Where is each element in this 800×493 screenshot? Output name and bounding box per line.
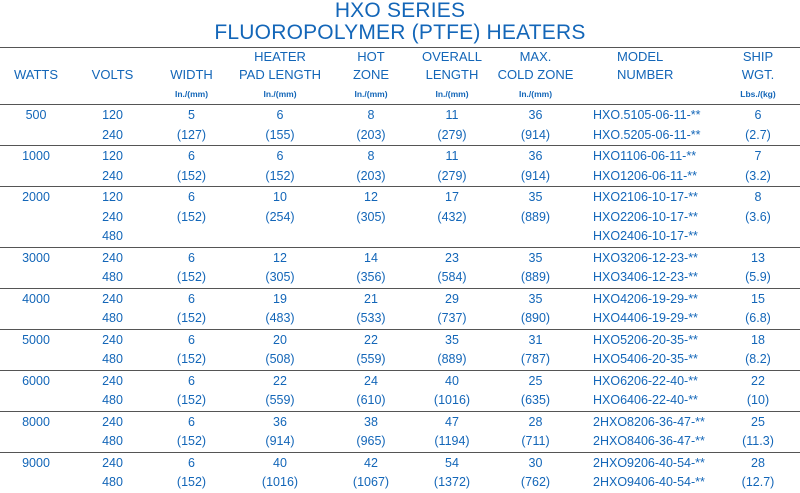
ship-weight-cell: (12.7): [741, 475, 775, 489]
watts-cell: 8000: [22, 414, 50, 429]
width-cell: 6: [188, 414, 195, 429]
table-row: [0, 247, 800, 268]
model-number-cell: HXO.5105-06-11-**: [593, 108, 701, 122]
table-row: [0, 391, 800, 411]
cold-zone-cell: 31: [528, 332, 543, 347]
pad-length-cell: (305): [265, 270, 295, 284]
row-group: [0, 146, 800, 187]
overall-length-cell: 54: [445, 455, 459, 470]
ship-weight-cell: (11.3): [742, 434, 774, 448]
row-group: [0, 247, 800, 288]
hot-zone-cell: 8: [367, 149, 375, 163]
model-number-cell: HXO6206-22-40-**: [593, 373, 698, 388]
watts-cell: [0, 167, 72, 187]
table-row: [0, 329, 800, 350]
width-cell: (152): [176, 393, 207, 407]
cold-zone-cell: 35: [528, 291, 543, 306]
header-cell: OVERALL: [422, 49, 482, 64]
model-number-cell: HXO4406-19-29-**: [593, 311, 698, 325]
cold-zone-cell: [492, 227, 579, 247]
pad-length-cell: (483): [265, 311, 295, 325]
header-model-number: NUMBER: [617, 67, 674, 82]
ship-weight-cell: [716, 227, 800, 247]
header-pad-length: PAD LENGTH: [238, 67, 322, 82]
volts-cell: 120: [102, 190, 123, 204]
ship-weight-cell: 13: [751, 250, 765, 265]
header-cell: HEATER: [254, 49, 306, 64]
width-cell: (127): [176, 127, 207, 142]
pad-length-cell: 12: [273, 250, 287, 265]
header-cold-zone: COLD ZONE: [497, 67, 574, 82]
ship-weight-cell: (3.6): [745, 209, 771, 224]
title-line-1: HXO SERIES: [334, 0, 466, 22]
cold-zone-cell: (762): [520, 475, 551, 489]
row-group: [0, 411, 800, 452]
width-cell: (152): [176, 352, 207, 366]
width-cell: (152): [176, 434, 207, 448]
width-cell: (152): [176, 168, 207, 183]
header-cell: MODEL: [617, 49, 664, 64]
header-watts: WATTS: [13, 67, 59, 82]
hot-zone-cell: 22: [364, 332, 378, 347]
table-row: [0, 370, 800, 391]
overall-length-cell: 29: [445, 291, 459, 306]
ship-weight-cell: 7: [754, 149, 762, 163]
hot-zone-cell: 24: [364, 373, 378, 388]
header-volts: VOLTS: [91, 67, 134, 82]
overall-length-cell: (1194): [434, 434, 470, 448]
table-row: [0, 105, 800, 126]
width-cell: [153, 227, 230, 247]
header-cell: SHIP: [742, 49, 774, 64]
header-cell: MAX.: [519, 49, 552, 64]
volts-cell: 120: [102, 149, 123, 163]
cold-zone-cell: 25: [528, 373, 543, 388]
unit-cell: In./(mm): [263, 89, 297, 99]
unit-cell: In./(mm): [518, 89, 553, 99]
pad-length-cell: (152): [265, 168, 295, 183]
pad-length-cell: 10: [273, 190, 287, 204]
hot-zone-cell: 8: [367, 108, 375, 122]
table-row: [0, 350, 800, 370]
cold-zone-cell: 35: [528, 250, 543, 265]
table-row: [0, 432, 800, 452]
title-line-2: FLUOROPOLYMER (PTFE) HEATERS: [214, 21, 586, 44]
header-width: WIDTH: [170, 67, 213, 82]
table-row: [0, 452, 800, 473]
table-row: [0, 309, 800, 329]
volts-cell: 240: [102, 209, 123, 224]
ship-weight-cell: (2.7): [745, 127, 771, 142]
model-number-cell: HXO2206-10-17-**: [593, 209, 698, 224]
hot-zone-cell: (203): [356, 127, 386, 142]
width-cell: 6: [188, 250, 195, 265]
pad-length-cell: 36: [273, 414, 287, 429]
hot-zone-cell: (1067): [352, 475, 390, 489]
watts-cell: 1000: [22, 149, 50, 163]
hot-zone-cell: (610): [356, 393, 386, 407]
pad-length-cell: (254): [265, 209, 295, 224]
hot-zone-cell: (203): [356, 168, 386, 183]
table-row: [0, 411, 800, 432]
watts-cell: [0, 432, 72, 452]
pad-length-cell: (914): [265, 434, 295, 448]
watts-cell: 4000: [22, 291, 50, 306]
cold-zone-cell: (914): [520, 127, 551, 142]
model-number-cell: HXO4206-19-29-**: [593, 291, 698, 306]
row-group: [0, 329, 800, 370]
unit-cell: [579, 84, 716, 105]
pad-length-cell: 6: [276, 149, 284, 163]
volts-cell: 480: [102, 434, 123, 448]
overall-length-cell: (279): [437, 168, 467, 183]
ship-weight-cell: 25: [751, 414, 765, 429]
overall-length-cell: (889): [437, 352, 467, 366]
table-row: [0, 187, 800, 208]
cold-zone-cell: (890): [520, 311, 551, 325]
hot-zone-cell: 14: [364, 250, 378, 265]
cold-zone-cell: (711): [521, 434, 550, 448]
ship-weight-cell: (6.8): [745, 311, 771, 325]
model-number-cell: HXO3406-12-23-**: [593, 270, 698, 284]
hot-zone-cell: (356): [356, 270, 386, 284]
model-number-cell: 2HXO9406-40-54-**: [593, 475, 705, 489]
width-cell: 5: [188, 108, 195, 122]
watts-cell: [0, 350, 72, 370]
width-cell: (152): [176, 270, 207, 284]
model-number-cell: 2HXO8406-36-47-**: [593, 434, 705, 448]
unit-cell: In./(mm): [435, 89, 469, 99]
volts-cell: 480: [102, 311, 123, 325]
header-cell: [0, 48, 72, 66]
table-row: [0, 167, 800, 187]
overall-length-cell: 40: [445, 373, 459, 388]
watts-cell: [0, 208, 72, 228]
ship-weight-cell: (10): [746, 393, 770, 407]
header-ship-weight: WGT.: [741, 67, 775, 82]
volts-cell: 480: [102, 475, 123, 489]
row-group: [0, 187, 800, 248]
volts-cell: 240: [102, 127, 123, 142]
cold-zone-cell: (889): [520, 270, 551, 284]
volts-cell: 480: [102, 393, 123, 407]
table-row: [0, 146, 800, 167]
heater-spec-table: [0, 48, 800, 493]
model-number-cell: 2HXO9206-40-54-**: [593, 455, 705, 470]
watts-cell: [0, 309, 72, 329]
hot-zone-cell: 42: [364, 455, 378, 470]
ship-weight-cell: 28: [751, 455, 765, 470]
table-row: [0, 268, 800, 288]
hot-zone-cell: (533): [356, 311, 386, 325]
unit-cell: In./(mm): [354, 89, 388, 99]
table-header: [0, 48, 800, 105]
overall-length-cell: 17: [445, 190, 459, 204]
pad-length-cell: 40: [273, 455, 287, 470]
table-row: [0, 227, 800, 247]
cold-zone-cell: 36: [528, 108, 543, 122]
model-number-cell: HXO5206-20-35-**: [593, 332, 698, 347]
width-cell: (152): [176, 209, 207, 224]
hot-zone-cell: (305): [356, 209, 386, 224]
pad-length-cell: (508): [265, 352, 295, 366]
cold-zone-cell: (889): [520, 209, 551, 224]
overall-length-cell: (584): [437, 270, 467, 284]
ship-weight-cell: (3.2): [745, 168, 771, 183]
hot-zone-cell: 12: [364, 190, 378, 204]
cold-zone-cell: (914): [520, 168, 551, 183]
watts-cell: [0, 268, 72, 288]
overall-length-cell: 11: [445, 149, 459, 163]
header-cell: HOT: [357, 49, 385, 64]
watts-cell: [0, 391, 72, 411]
header-hot-zone: ZONE: [352, 67, 390, 82]
ship-weight-cell: (8.2): [745, 352, 771, 366]
pad-length-cell: 20: [273, 332, 287, 347]
header-overall-length: LENGTH: [425, 67, 479, 82]
pad-length-cell: [230, 227, 330, 247]
ship-weight-cell: 18: [751, 332, 765, 347]
overall-length-cell: [412, 227, 492, 247]
overall-length-cell: (1016): [433, 393, 471, 407]
watts-cell: 6000: [22, 373, 50, 388]
model-number-cell: 2HXO8206-36-47-**: [593, 414, 705, 429]
volts-cell: 240: [102, 414, 123, 429]
ship-weight-cell: 15: [751, 291, 765, 306]
overall-length-cell: 11: [445, 108, 459, 122]
volts-cell: 240: [102, 455, 123, 470]
pad-length-cell: (1016): [261, 475, 299, 489]
hot-zone-cell: 38: [364, 414, 378, 429]
watts-cell: 5000: [22, 332, 50, 347]
width-cell: 6: [188, 190, 195, 204]
cold-zone-cell: 36: [528, 149, 543, 163]
width-cell: (152): [176, 475, 207, 489]
table-row: [0, 208, 800, 228]
model-number-cell: HXO6406-22-40-**: [593, 393, 698, 407]
volts-cell: 240: [102, 168, 123, 183]
row-group: [0, 452, 800, 493]
volts-cell: 240: [102, 250, 123, 265]
ship-weight-cell: (5.9): [745, 270, 771, 284]
pad-length-cell: 19: [273, 291, 287, 306]
cold-zone-cell: 30: [528, 455, 543, 470]
header-cell: [72, 48, 153, 66]
hot-zone-cell: [330, 227, 412, 247]
width-cell: 6: [188, 373, 195, 388]
overall-length-cell: 47: [445, 414, 459, 429]
overall-length-cell: 23: [445, 250, 459, 265]
watts-cell: [0, 227, 72, 247]
ship-weight-cell: 8: [754, 190, 762, 204]
overall-length-cell: (279): [437, 127, 467, 142]
unit-cell: In./(mm): [174, 89, 209, 99]
width-cell: 6: [188, 291, 195, 306]
model-number-cell: HXO.5205-06-11-**: [593, 127, 701, 142]
ship-weight-cell: 22: [751, 373, 765, 388]
hot-zone-cell: (965): [356, 434, 386, 448]
overall-length-cell: (1372): [433, 475, 471, 489]
width-cell: 6: [188, 149, 195, 163]
width-cell: 6: [188, 332, 195, 347]
volts-cell: 120: [102, 108, 123, 122]
unit-cell: [0, 84, 72, 105]
table-row: [0, 288, 800, 309]
unit-cell: [72, 84, 153, 105]
overall-length-cell: 35: [445, 332, 459, 347]
watts-cell: 9000: [22, 455, 50, 470]
volts-cell: 480: [102, 270, 123, 284]
hot-zone-cell: (559): [356, 352, 386, 366]
cold-zone-cell: 28: [528, 414, 543, 429]
row-group: [0, 370, 800, 411]
model-number-cell: HXO2406-10-17-**: [593, 229, 698, 243]
row-group: [0, 105, 800, 146]
watts-cell: 3000: [22, 250, 50, 265]
table-row: [0, 126, 800, 146]
watts-cell: 2000: [22, 190, 50, 204]
cold-zone-cell: (787): [520, 352, 551, 366]
volts-cell: 240: [102, 291, 123, 306]
model-number-cell: HXO5406-20-35-**: [593, 352, 698, 366]
model-number-cell: HXO2106-10-17-**: [593, 190, 698, 204]
pad-length-cell: 22: [273, 373, 287, 388]
model-number-cell: HXO1106-06-11-**: [593, 149, 697, 163]
width-cell: 6: [188, 455, 195, 470]
pad-length-cell: (559): [265, 393, 295, 407]
pad-length-cell: 6: [276, 108, 284, 122]
unit-cell: Lbs./(kg): [740, 89, 776, 99]
volts-cell: 480: [102, 352, 123, 366]
header-cell: [153, 48, 230, 66]
pad-length-cell: (155): [265, 127, 295, 142]
volts-cell: 240: [102, 332, 123, 347]
overall-length-cell: (737): [437, 311, 467, 325]
cold-zone-cell: 35: [528, 190, 543, 204]
model-number-cell: HXO3206-12-23-**: [593, 250, 698, 265]
cold-zone-cell: (635): [520, 393, 551, 407]
hot-zone-cell: 21: [364, 291, 378, 306]
row-group: [0, 288, 800, 329]
volts-cell: 480: [102, 229, 123, 243]
model-number-cell: HXO1206-06-11-**: [593, 168, 697, 183]
overall-length-cell: (432): [437, 209, 467, 224]
ship-weight-cell: 6: [754, 108, 762, 122]
watts-cell: [0, 126, 72, 146]
volts-cell: 240: [102, 373, 123, 388]
width-cell: (152): [176, 311, 207, 325]
watts-cell: 500: [25, 108, 47, 122]
